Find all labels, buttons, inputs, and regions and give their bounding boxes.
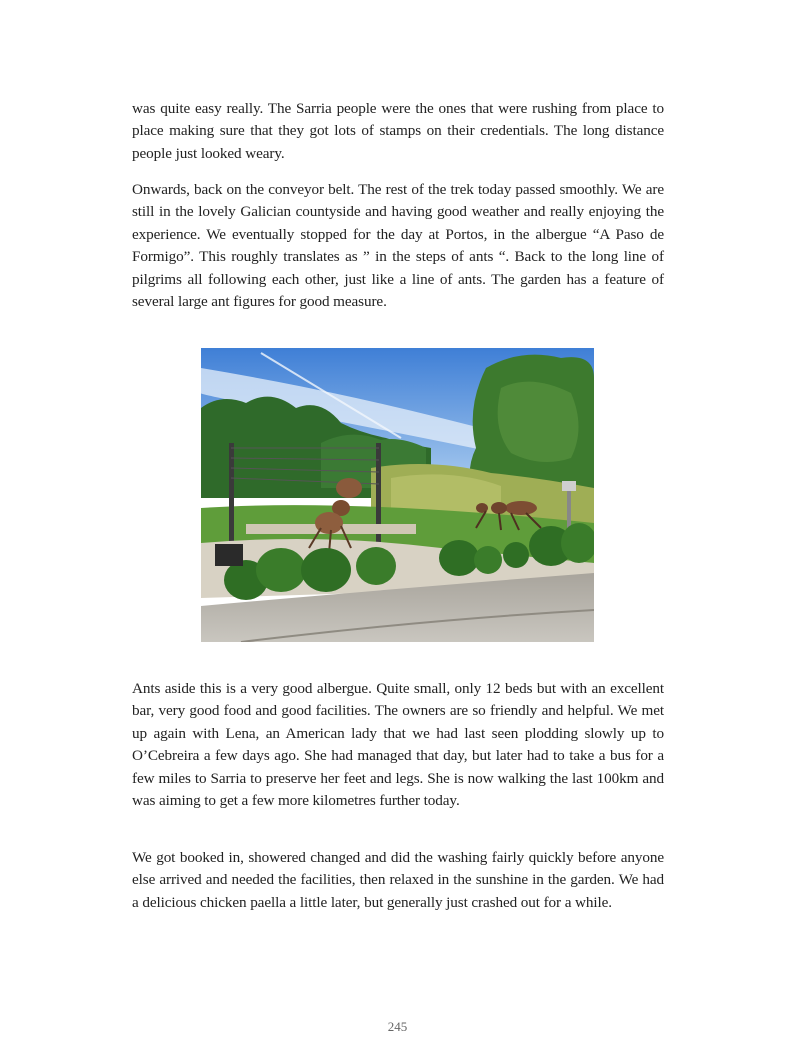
paragraph-4: We got booked in, showered changed and did the washing fairly quickly before anyone else arrived and needed the facilities, then relaxed in the sunshine in the garden. We had a delicious chicken paella a little later, but generally just crashed out for a while. bbox=[132, 849, 664, 911]
paragraph-1: was quite easy really. The Sarria people were the ones that were rushing from place to place making sure that they got lots of stamps on their credentials. The long distance people just looked weary. bbox=[132, 100, 664, 162]
page-number: 245 bbox=[387, 1019, 408, 1034]
paragraph-3: Ants aside this is a very good albergue. Quite small, only 12 beds but with an excellent bar, very good food and good facilities. The owners are so friendly and helpful. We met up again with Lena, an American lady that we had last seen plodding slowly up to O’Cebreira a few days ago. She had managed that day, but later had to take a bus for a few miles to Sarria to preserve her feet and legs. She is now walking the last 100km and was aiming to get a few more kilometres further today. bbox=[132, 680, 664, 810]
paragraph-2: Onwards, back on the conveyor belt. The rest of the trek today passed smoothly. We are still in the lovely Galician countyside and having good weather and really enjoying the experience. We eventually stopped for the day at Portos, in the albergue “A Paso de Formigo”. This roughly translates as ” in the steps of ants “. Back to the long line of pilgrims all following each other, just like a line of ants. The garden has a feature of several large ant figures for good measure. bbox=[132, 181, 664, 311]
garden-ant-sculpture-photo bbox=[201, 348, 594, 642]
